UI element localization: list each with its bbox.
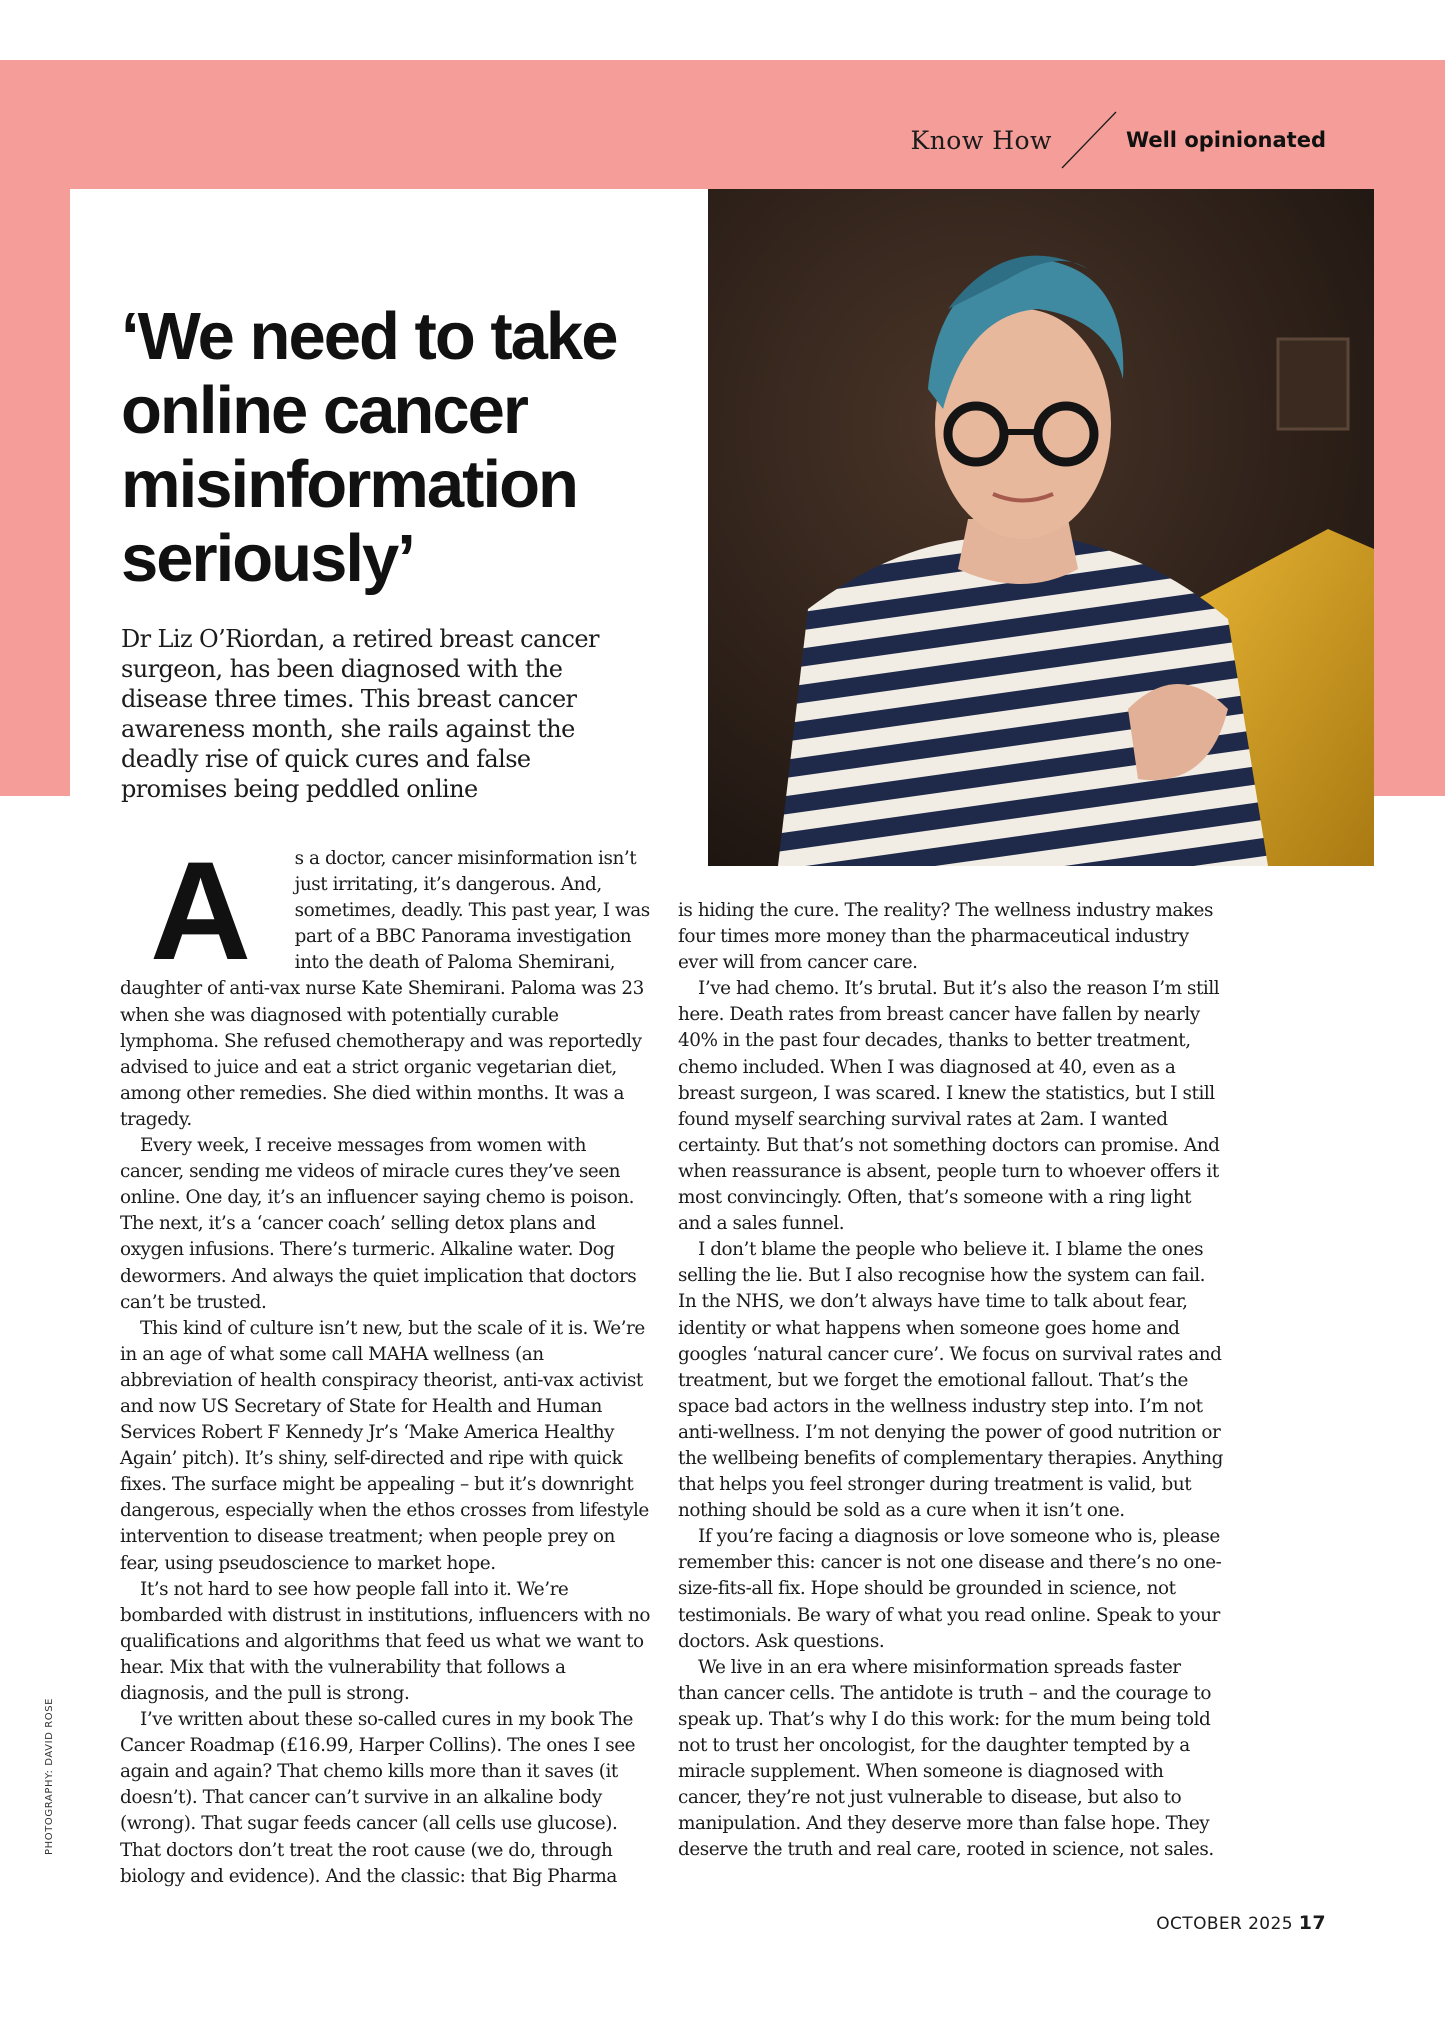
body-paragraph: I’ve written about these so-called cures in my book The Cancer Roadmap (£16.99, Harper Collins). The ones I see again and again? That chemo kills more than it saves (it doesn’t). That cancer can’t survive in an alkaline body (wrong). That sugar feeds cancer (all cells use glucose). That doctors don’t treat the root cause (we do, through biology and evidence). And the classic: that Big Pharma [120, 1709, 636, 1887]
photo-credit: PHOTOGRAPHY: DAVID ROSE [44, 1697, 55, 1855]
article-headline: ‘We need to take online cancer misinformation seriously’ [121, 299, 617, 596]
section-header [911, 120, 1326, 160]
divider-slash [1060, 110, 1118, 170]
article-body-left-column [120, 832, 652, 1890]
drop-cap: A [150, 832, 251, 989]
body-paragraph: s a doctor, cancer misinformation isn’t just irritating, it’s dangerous. And, sometimes, deadly. This past year, I was part of a BBC Panorama investigation into the death of Paloma Shemirani, daughter of anti-vax nurse Kate Shemirani. Paloma was 23 when she was diagnosed with potentially curable lymphoma. She refused chemotherapy and was reportedly advised to juice and eat a strict organic vegetarian diet, among other remedies. She died within months. It was a tragedy. [120, 848, 650, 1130]
body-paragraph: is hiding the cure. The reality? The wellness industry makes four times more money than the pharmaceutical industry ever will from cancer care. [678, 900, 1213, 974]
body-paragraph: This kind of culture isn’t new, but the scale of it is. We’re in an age of what some call MAHA wellness (an abbreviation of health conspiracy theorist, anti-vax activist and now US Secretary of State for Health and Human Services Robert F Kennedy Jr’s ‘Make America Healthy Again’ pitch). It’s shiny, self-directed and ripe with quick fixes. The surface might be appealing – but it’s downright dangerous, especially when the ethos crosses from lifestyle intervention to disease treatment; when people prey on fear, using pseudoscience to market hope. [120, 1317, 649, 1574]
article-standfirst: Dr Liz O’Riordan, a retired breast cancer surgeon, has been diagnosed with the disease three times. This breast cancer awareness month, she rails against the deadly rise of quick cures and false promises being peddled online [121, 625, 599, 803]
body-paragraph: I’ve had chemo. It’s brutal. But it’s also the reason I’m still here. Death rates from breast cancer have fallen by nearly 40% in the past four decades, thanks to better treatment, chemo included. When I was diagnosed at 40, even as a breast surgeon, I was scared. I knew the statistics, but I still found myself searching survival rates at 2am. I wanted certainty. But that’s not something doctors can promise. And when reassurance is absent, people turn to whoever offers it most convincingly. Often, that’s someone with a ring light and a sales funnel. [678, 978, 1220, 1235]
body-paragraph: I don’t blame the people who believe it. I blame the ones selling the lie. But I also recognise how the system can fail. In the NHS, we don’t always have time to talk about fear, identity or what happens when someone goes home and googles ‘natural cancer cure’. We focus on survival rates and treatment, but we forget the emotional fallout. That’s the space bad actors in the wellness industry step into. I’m not anti-wellness. I’m not denying the power of good nutrition or the wellbeing benefits of complementary therapies. Anything that helps you feel stronger during treatment is valid, but nothing should be sold as a cure when it isn’t one. [678, 1239, 1223, 1522]
body-paragraph: If you’re facing a diagnosis or love someone who is, please remember this: cancer is not one disease and there’s no one-size-fits-all fix. Hope should be grounded in science, not testimonials. Be wary of what you read online. Speak to your doctors. Ask questions. [678, 1526, 1222, 1652]
section-name: Know How [910, 125, 1052, 155]
page-number: 17 [1298, 1912, 1326, 1934]
issue-date: OCTOBER 2025 [1156, 1914, 1293, 1934]
portrait-photo [708, 189, 1374, 866]
article-body-right-column [678, 898, 1226, 1863]
page-folio [1156, 1912, 1326, 1934]
subsection-name: Well opinionated [1125, 128, 1326, 152]
body-paragraph: Every week, I receive messages from women with cancer, sending me videos of miracle cures they’ve seen online. One day, it’s an influencer saying chemo is poison. The next, it’s a ‘cancer coach’ selling detox plans and oxygen infusions. There’s turmeric. Alkaline water. Dog dewormers. And always the quiet implication that doctors can’t be trusted. [120, 1135, 637, 1313]
body-paragraph: It’s not hard to see how people fall into it. We’re bombarded with distrust in institutions, influencers with no qualifications and algorithms that feed us what we want to hear. Mix that with the vulnerability that follows a diagnosis, and the pull is strong. [120, 1578, 651, 1704]
body-paragraph: We live in an era where misinformation spreads faster than cancer cells. The antidote is truth – and the courage to speak up. That’s why I do this work: for the mum being told not to trust her oncologist, for the daughter tempted by a miracle supplement. When someone is diagnosed with cancer, they’re not just vulnerable to disease, but also to manipulation. And they deserve more than false hope. They deserve the truth and real care, rooted in science, not sales. [678, 1656, 1214, 1861]
